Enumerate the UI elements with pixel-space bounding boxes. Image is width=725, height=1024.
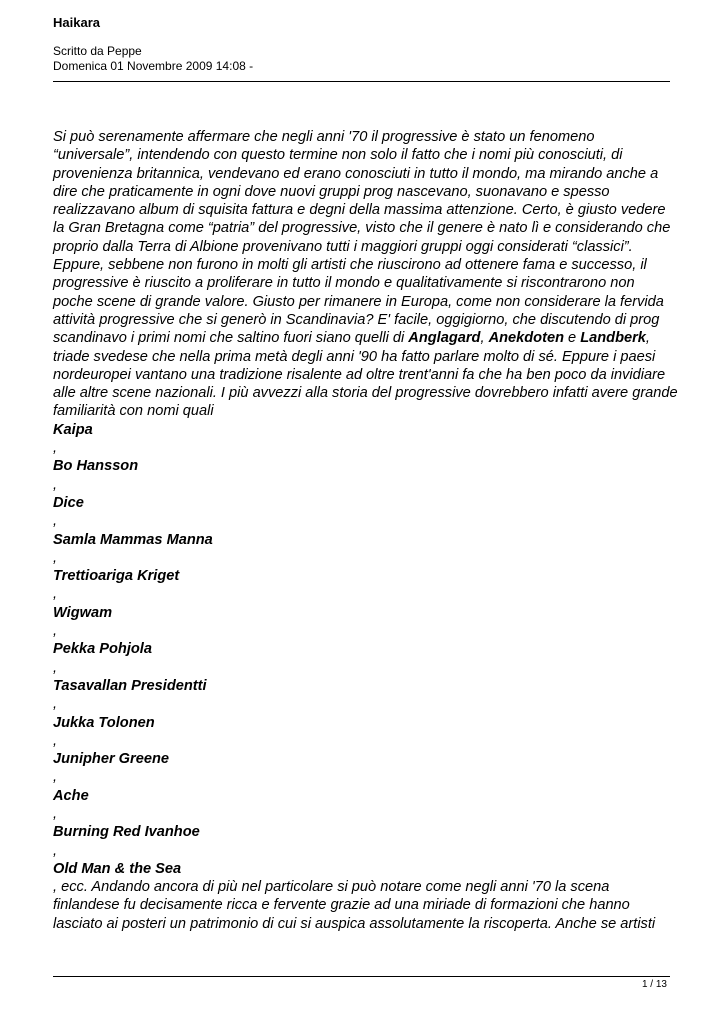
header-divider — [53, 81, 670, 82]
band-list — [53, 421, 678, 878]
list-separator: , — [53, 549, 58, 566]
inline-separator: e — [563, 330, 581, 347]
list-separator: , — [53, 659, 58, 676]
band-list-item: Jukka Tolonen — [53, 714, 155, 731]
list-separator: , — [53, 696, 58, 713]
site-title: Haikara — [53, 15, 100, 30]
band-list-item: Wigwam — [53, 604, 113, 621]
band-list-item: Tasavallan Presidentti — [53, 677, 207, 694]
footer-divider — [53, 976, 670, 977]
band-name-anekdoten: Anekdoten — [488, 330, 564, 347]
page-number: 1 / 13 — [641, 979, 667, 990]
list-separator: , — [53, 586, 58, 603]
list-separator: , — [53, 842, 58, 859]
article-body — [53, 128, 678, 933]
band-list-item: Trettioariga Kriget — [53, 568, 180, 585]
intro-text: Si può serenamente affermare che negli anni '70 il progressive è stato un fenomeno “universale”, intendendo con questo termine non solo il fatto che i nomi più conosciuti, di provenienza britannica, vendevano ed erano conosciuti in tutto il mondo, ma mirando anche a dire che praticamente in ogni dove nuovi gruppi prog nascevano, suonavano e spesso realizzavano album di squisita fattura e degni della massima attenzione. Certo, è giusto vedere la Gran Bretagna come “patria” del progressive, visto che il genere è nato lì e considerando che proprio dalla Terra di Albione provenivano tutti i maggiori gruppi oggi considerati “classici”. Eppure, sebbene non furono in molti gli artisti che riuscirono ad ottenere fama e successo, il progressive è riuscito a proliferare in tutto il mondo e qualitativamente si riscontrarono non poche scene di grande valore. Giusto per rimanere in Europa, come non considerare la fervida attività progressive che si generò in Scandinavia? E' facile, oggigiorno, che discutendo di prog scandinavo i primi nomi che saltino fuori siano quelli di — [53, 129, 671, 347]
band-name-landberk: Landberk — [580, 330, 646, 347]
band-list-item: Old Man & the Sea — [53, 860, 182, 877]
band-list-item: Dice — [53, 494, 84, 511]
band-list-item: Ache — [53, 787, 89, 804]
band-list-item: Junipher Greene — [53, 751, 169, 768]
date-line: Domenica 01 Novembre 2009 14:08 - — [53, 59, 254, 73]
list-separator: , — [53, 732, 58, 749]
list-separator: , — [53, 769, 58, 786]
list-separator: , — [53, 805, 58, 822]
band-list-item: Kaipa — [53, 421, 93, 438]
after-bands-text: , triade svedese che nella prima metà degli anni '90 ha fatto parlare molto di sé. Eppure i paesi nordeuropei vantano una tradizione risalente ad oltre trent'anni fa che ha ben poco da invidiare alle altre scene nazionali. I più avvezzi alla storia del progressive dovrebbero infatti avere grande familiarità con nomi quali — [53, 330, 678, 420]
list-separator: , — [53, 513, 58, 530]
band-name-anglagard: Anglagard — [408, 330, 481, 347]
author-line: Scritto da Peppe — [53, 44, 142, 58]
band-list-item: Burning Red Ivanhoe — [53, 824, 200, 841]
band-list-item: Pekka Pohjola — [53, 641, 152, 658]
band-list-item: Bo Hansson — [53, 458, 139, 475]
inline-separator: , — [480, 330, 489, 347]
page-header — [53, 14, 670, 74]
list-separator: , — [53, 623, 58, 640]
list-separator: , — [53, 476, 58, 493]
article-meta — [53, 44, 670, 74]
closing-paragraph: , ecc. Andando ancora di più nel particolare si può notare come negli anni '70 la scena finlandese fu decisamente ricca e fervente grazie ad una miriade di formazioni che hanno lasciato ai posteri un patrimonio di cui si auspica assolutamente la riscoperta. Anche se artisti — [53, 879, 656, 932]
intro-paragraph — [53, 128, 678, 421]
band-list-item: Samla Mammas Manna — [53, 531, 213, 548]
list-separator: , — [53, 440, 58, 457]
